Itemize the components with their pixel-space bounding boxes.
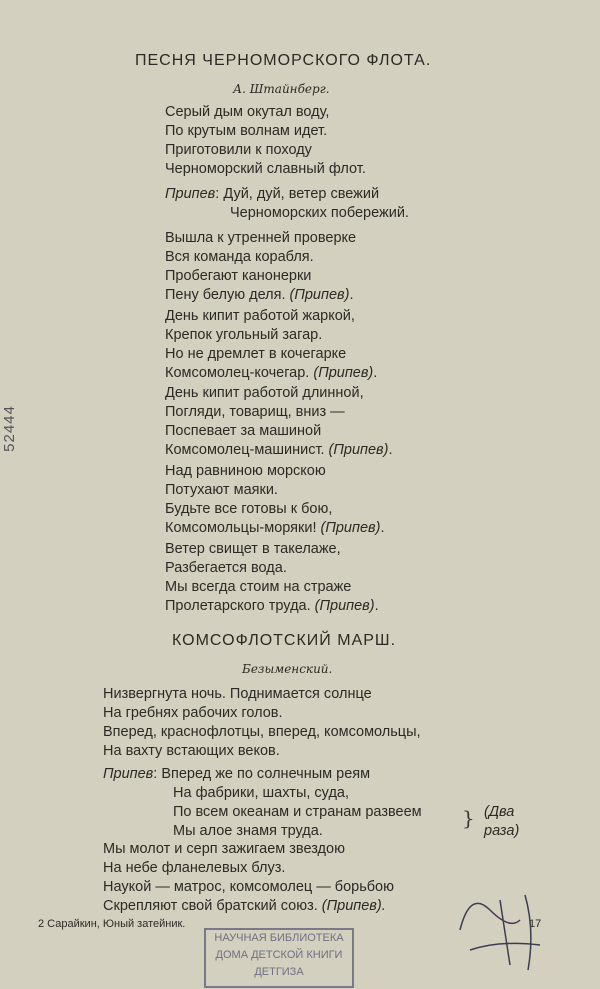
- song1-verse6: Ветер свищет в такелаже, Разбегается вода. Мы всегда стоим на страже Пролетарского труда. (Припев).: [165, 541, 379, 614]
- verse-line: Низвергнута ночь. Поднимается солнце: [103, 686, 372, 702]
- verse-line: Комсомолец-кочегар.: [165, 365, 310, 381]
- refrain-line: На фабрики, шахты, суда,: [173, 785, 350, 801]
- shelf-mark: 52444: [0, 405, 18, 452]
- song1-verse1: [165, 103, 366, 179]
- refrain-label: Припев: [103, 766, 154, 782]
- song2-verse1: [103, 685, 421, 761]
- library-stamp: [204, 928, 354, 988]
- verse-line: Вперед, краснофлотцы, вперед, комсомольцы,: [103, 724, 421, 740]
- verse-line: Потухают маяки.: [165, 482, 278, 498]
- verse-line: Пролетарского труда.: [165, 598, 311, 614]
- page-number: 17: [529, 918, 542, 930]
- song1-verse3: День кипит работой жаркой, Крепок угольный загар. Но не дремлет в кочегарке Комсомолец-кочегар. (Припев).: [165, 308, 378, 381]
- verse-line: День кипит работой жаркой,: [165, 308, 355, 324]
- song1-verse4: День кипит работой длинной, Погляди, товарищ, вниз — Поспевает за машиной Комсомолец-машинист. (Припев).: [165, 385, 393, 458]
- verse-line: Будьте все готовы к бою,: [165, 501, 333, 517]
- stamp-line: НАУЧНАЯ БИБЛИОТЕКА: [214, 932, 344, 944]
- song2-title: КОМСОФЛОТСКИЙ МАРШ.: [172, 632, 397, 649]
- refrain-label: Припев: [165, 186, 216, 202]
- song1-verse5: Над равниною морскою Потухают маяки. Будьте все готовы к бою, Комсомольцы-моряки! (Припев).: [165, 463, 385, 536]
- refrain-line: Черноморских побережий.: [230, 205, 409, 221]
- song1-author: А. Штайнберг.: [233, 82, 330, 96]
- verse-line: На небе фланелевых блуз.: [103, 860, 286, 876]
- verse-line: Приготовили к походу: [165, 142, 312, 158]
- handwritten-mark-icon: [440, 870, 560, 980]
- verse-line: Скрепляют свой братский союз.: [103, 898, 318, 914]
- verse-line: Погляди, товарищ, вниз —: [165, 404, 345, 420]
- refrain-ref: (Припев): [314, 598, 375, 614]
- refrain-line: По всем океанам и странам развеем: [173, 804, 422, 820]
- verse-line: На вахту встающих веков.: [103, 743, 280, 759]
- verse-line: Комсомольцы-моряки!: [165, 520, 317, 536]
- verse-line: Мы всегда стоим на страже: [165, 579, 352, 595]
- refrain-ref: (Припев).: [321, 898, 386, 914]
- verse-line: Крепок угольный загар.: [165, 327, 323, 343]
- verse-line: Серый дым окутал воду,: [165, 104, 330, 120]
- repeat-bracket: }: [462, 806, 475, 830]
- verse-line: Пену белую деля.: [165, 287, 286, 303]
- refrain-ref: (Припев): [320, 520, 381, 536]
- stamp-line: ДЕТГИЗА: [254, 966, 304, 978]
- verse-line: По крутым волнам идет.: [165, 123, 328, 139]
- refrain-ref: (Припев): [328, 442, 389, 458]
- song1-refrain: Припев: Дуй, дуй, ветер свежий Черноморских побережий.: [165, 186, 409, 221]
- song1-verse2: Вышла к утренней проверке Вся команда корабля. Пробегают канонерки Пену белую деля. (Припев).: [165, 230, 357, 303]
- repeat-note: [484, 803, 519, 841]
- verse-line: Поспевает за машиной: [165, 423, 322, 439]
- song2-author: Безыменский.: [242, 662, 333, 676]
- refrain-line: Мы алое знамя труда.: [173, 823, 323, 839]
- song2-refrain: Припев: Вперед же по солнечным реям На фабрики, шахты, суда, По всем океанам и странам развеем Мы алое знамя труда.: [103, 766, 422, 839]
- song1-title: ПЕСНЯ ЧЕРНОМОРСКОГО ФЛОТА.: [135, 52, 432, 69]
- refrain-ref: (Припев): [289, 287, 350, 303]
- repeat-note-line: раза): [484, 823, 520, 839]
- song2-verse2: [103, 840, 394, 916]
- verse-line: Наукой — матрос, комсомолец — борьбою: [103, 879, 394, 895]
- verse-line: Вся команда корабля.: [165, 249, 314, 265]
- repeat-note-line: (Два: [484, 804, 515, 820]
- verse-line: День кипит работой длинной,: [165, 385, 364, 401]
- verse-line: Разбегается вода.: [165, 560, 287, 576]
- verse-line: На гребнях рабочих голов.: [103, 705, 283, 721]
- stamp-line: ДОМА ДЕТСКОЙ КНИГИ: [215, 949, 343, 961]
- verse-line: Мы молот и серп зажигаем звездою: [103, 841, 345, 857]
- refrain-ref: (Припев): [313, 365, 374, 381]
- verse-line: Ветер свищет в такелаже,: [165, 541, 341, 557]
- refrain-line: Вперед же по солнечным реям: [161, 766, 371, 782]
- verse-line: Над равниною морскою: [165, 463, 326, 479]
- verse-line: Комсомолец-машинист.: [165, 442, 325, 458]
- verse-line: Пробегают канонерки: [165, 268, 312, 284]
- page-footer-signature: 2 Сарайкин, Юный затейник.: [38, 918, 186, 930]
- verse-line: Но не дремлет в кочегарке: [165, 346, 347, 362]
- verse-line: Вышла к утренней проверке: [165, 230, 357, 246]
- verse-line: Черноморский славный флот.: [165, 161, 366, 177]
- refrain-line: Дуй, дуй, ветер свежий: [223, 186, 380, 202]
